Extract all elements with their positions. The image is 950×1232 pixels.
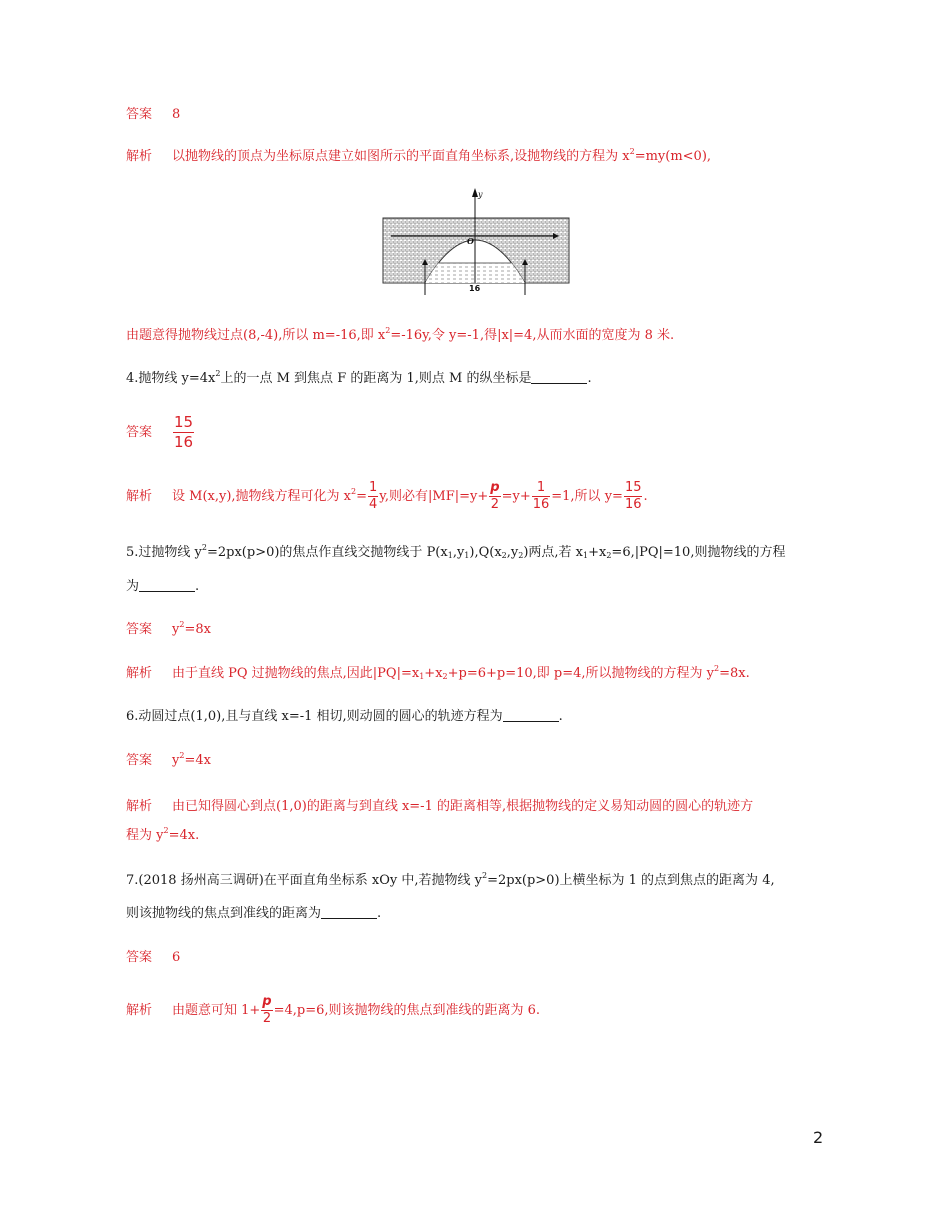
answer-tag: 答案 bbox=[126, 950, 153, 965]
q7-question-line-1: 7.(2018 扬州高三调研)在平面直角坐标系 xOy 中,若抛物线 $y^2=2px(p>0)$上横坐标为 1 的点到焦点的距离为 4, bbox=[126, 871, 775, 888]
fraction: $\frac{p}{2}$ bbox=[490, 480, 500, 512]
q6-question: 6.动圆过点(1,0),且与直线 x=-1 相切,则动圆的圆心的轨迹方程为 . bbox=[126, 709, 563, 724]
q5-solution-line: 解析 由于直线 PQ 过抛物线的焦点,因此$|PQ|=x_1+x_2+p=6+p=10$,即 p=4,所以抛物线的方程为 $y^2=8x$. bbox=[126, 664, 750, 684]
answer-blank bbox=[503, 707, 559, 722]
answer-value: 8 bbox=[172, 107, 181, 122]
solution-tag: 解析 bbox=[126, 489, 153, 504]
width-label: 16 bbox=[469, 284, 481, 293]
fraction: $\frac{1}{16}$ bbox=[532, 480, 550, 512]
answer-tag: 答案 bbox=[126, 622, 153, 637]
q7-question-line-2: 则该抛物线的焦点到准线的距离为 . bbox=[126, 906, 382, 921]
q7-solution-line: 解析 由题意可知 1+ $\frac{p}{2}$ =4,p=6,则该抛物线的焦点到准线的距离为 6. bbox=[126, 991, 540, 1031]
solution-tag: 解析 bbox=[126, 799, 153, 814]
solution-tag: 解析 bbox=[126, 666, 153, 681]
q3-solution-line-1: 解析 以抛物线的顶点为坐标原点建立如图所示的平面直角坐标系,设抛物线的方程为 $x^2=my(m<0)$, bbox=[126, 147, 711, 167]
q4-solution-line: 解析 设 M(x,y),抛物线方程可化为 $x^2=$ $\frac{1}{4}$ y,则必有|MF|=y+ $\frac{p}{2}$ =y+ $\frac{1}{16}$ =1,所以 y= $\frac{15}{16}$ . bbox=[126, 477, 648, 517]
parabola-bridge-figure bbox=[381, 185, 571, 295]
q5-question-line-2: 为 . bbox=[126, 579, 200, 594]
q4-answer-line bbox=[126, 413, 195, 453]
fraction: $\frac{1}{4}$ bbox=[369, 480, 378, 512]
answer-fraction: $\frac{15}{16}$ bbox=[174, 413, 194, 451]
q6-solution-line-1: 解析 由已知得圆心到点(1,0)的距离与到直线 x=-1 的距离相等,根据抛物线的定义易知动圆的圆心的轨迹方 bbox=[126, 797, 753, 817]
q3-solution-line-2: 由题意得抛物线过点(8,-4),所以 m=-16,即 $x^2=-16y$,令 y=-1,得|x|=4,从而水面的宽度为 8 米. bbox=[126, 326, 675, 343]
solution-tag: 解析 bbox=[126, 1003, 153, 1018]
answer-blank bbox=[321, 904, 377, 919]
answer-tag: 答案 bbox=[126, 753, 153, 768]
answer-blank bbox=[139, 577, 195, 592]
solution-tag: 解析 bbox=[126, 149, 153, 164]
page-number: 2 bbox=[813, 1128, 824, 1147]
q7-answer-line: 答案 6 bbox=[126, 948, 180, 968]
q6-answer-line: 答案 $y^2=4x$ bbox=[126, 751, 211, 771]
origin-label: O bbox=[467, 236, 474, 246]
answer-tag: 答案 bbox=[126, 425, 153, 440]
q6-solution-line-2: 程为 $y^2=4x$. bbox=[126, 826, 200, 843]
answer-blank bbox=[531, 369, 587, 384]
q5-answer-line: 答案 $y^2=8x$ bbox=[126, 620, 211, 640]
fraction: $\frac{15}{16}$ bbox=[624, 480, 642, 512]
answer-tag: 答案 bbox=[126, 107, 153, 122]
q4-question: 4.抛物线 $y=4x^2$上的一点 M 到焦点 F 的距离为 1,则点 M 的纵坐标是 . bbox=[126, 369, 592, 386]
fraction: $\frac{p}{2}$ bbox=[262, 994, 272, 1026]
y-axis-label: y bbox=[478, 190, 483, 199]
q3-answer-line bbox=[126, 105, 180, 125]
q5-question-line-1: 5.过抛物线 $y^2=2px(p>0)$的焦点作直线交抛物线于 $P(x_1,y_1),Q(x_2,y_2)$两点,若 $x_1+x_2=6,|PQ|=10$,则抛物线的方程 bbox=[126, 543, 786, 560]
